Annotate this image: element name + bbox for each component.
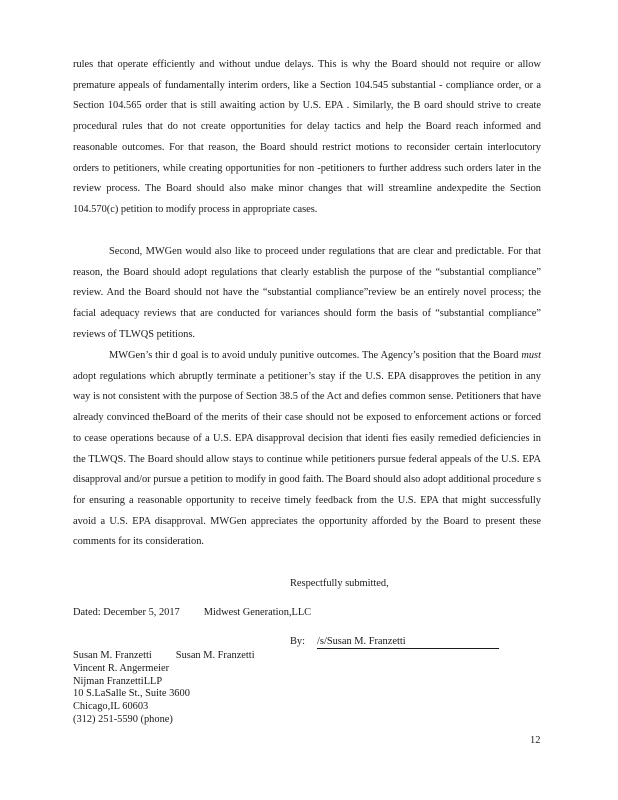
paragraph-3-text-before: MWGen’s thir d goal is to avoid unduly punitive outcomes. The Agency’s position that the Board [109,350,519,361]
city-zip: Chicago,IL 60603 [73,701,149,713]
signer-block [73,650,255,727]
respectfully-submitted: Respectfully submitted, [290,578,389,589]
dated-line [73,607,311,618]
electronic-signature: /s/Susan M. Franzetti [317,636,499,649]
company-name: Midwest Generation,LLC [203,607,312,618]
by-label: By: [290,636,306,647]
paragraph-3 [73,346,541,553]
date-text: Dated: December 5, 2017 [73,607,180,618]
emphasis-must: must [521,350,541,361]
signer-name-row [73,650,255,663]
page-number: 12 [530,735,541,746]
paragraph-3-text-after: adopt regulations which abruptly terminate a petitioner’s stay if the U.S. EPA disapproves the petition in any way is not consistent with the purpose of Section 38.5 of the Act and defies common sense. Petitioners that have already convinced theBoard of the merits of their case should not be exposed to enforcement actions or forced to cease operations because of a U.S. EPA disapproval decision that identi fies easily remedied deficiencies in the TLWQS. The Board should allow stays to continue while petitioners pursue federal appeals of the U.S. EPA disapproval and/or pursue a petition to modify in good faith. The Board should also adopt additional procedure s for ensuring a reasonable opportunity to receive timely feedback from the U.S. EPA that might successfully avoid a U.S. EPA disapproval. MWGen appreciates the opportunity afforded by the Board to present these comments for its consideration. [73,370,541,548]
signer-name-repeat: Susan M. Franzetti [175,650,255,661]
street-address: 10 S.LaSalle St., Suite 3600 [73,688,190,700]
paragraph-2: Second, MWGen would also like to proceed under regulations that are clear and predictable. For that reason, the Board should adopt regulations that clearly establish the purpose of the “substantial compliance” review. And the Board should not have the “substantial compliance”review be an entirely novel process; the facial adequacy reviews that are conducted for variances should form the basis of “substantial compliance” reviews of TLWQS petitions. [73,246,541,340]
phone-number: (312) 251-5590 (phone) [73,713,173,725]
attorney-2: Vincent R. Angermeier [73,662,170,674]
law-firm: Nijman FranzettiLLP [73,675,163,687]
paragraph-1: rules that operate efficiently and without undue delays. This is why the Board should not require or allow premature appeals of fundamentally interim orders, like a Section 104.545 substantial - compliance order, or a Section 104.565 order that is still awaiting action by U.S. EPA . Similarly, the B oard should strive to create procedural rules that do not create opportunities for delay tactics and help the Board reach informed and reasonable outcomes. For that reason, the Board should restrict motions to reconsider certain interlocutory orders to petitioners, while creating opportunities for non -petitioners to further address such orders later in the review process. The Board should also make minor changes that will streamline andexpedite the Section 104.570(c) petition to modify process in appropriate cases. [73,59,541,215]
signature-line [290,636,499,649]
signer-name: Susan M. Franzetti [73,650,152,661]
